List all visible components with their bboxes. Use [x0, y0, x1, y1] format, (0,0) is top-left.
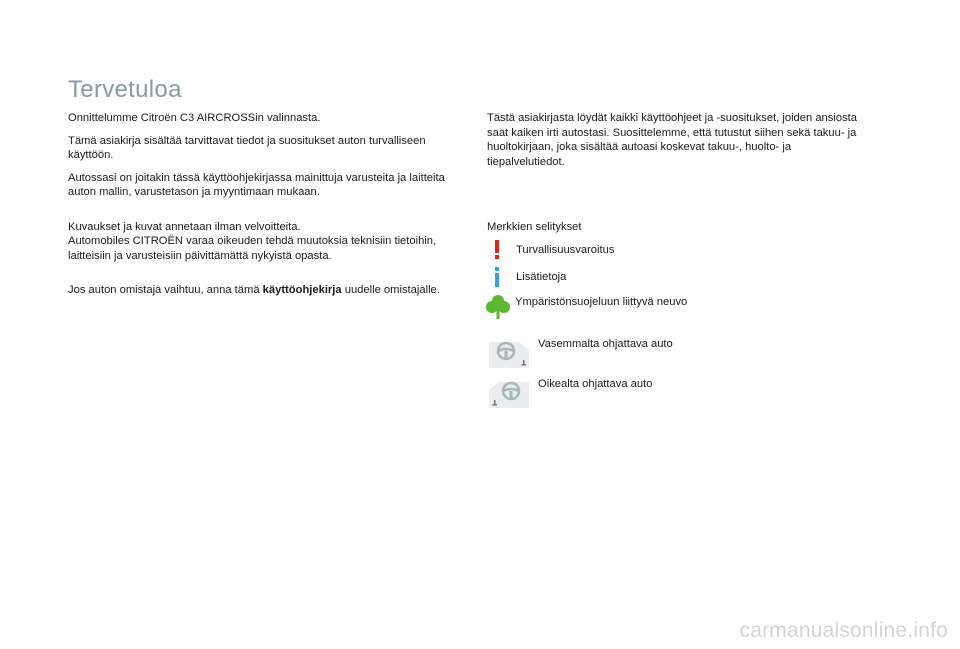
legend-item-warning	[487, 240, 614, 262]
legend-label-lhd: Vasemmalta ohjattava auto	[538, 338, 673, 350]
congrats-paragraph: Onnittelumme Citroën C3 AIRCROSSin valinnasta.	[68, 112, 321, 124]
tree-eco-icon	[486, 294, 510, 318]
legend-item-rhd	[489, 376, 652, 406]
manual-name-bold: käyttöohjekirja	[262, 284, 342, 296]
manual-usage-paragraph: Tästä asiakirjasta löydät kaikki käyttöohjeet ja -suositukset, joiden ansiosta saat kaiken irti autostasi. Suosittelemme, että tutustut siihen sekä takuu- ja huoltokirjaan, joka sisältää autoasi koskevat takuu-, huolto- ja tiepalvelutiedot.	[487, 112, 857, 168]
watermark: carmanualsonline.info	[739, 619, 948, 642]
legend-label-warning: Turvallisuusvaroitus	[516, 244, 615, 256]
warning-exclamation-icon	[487, 240, 507, 262]
manufacturer-rights-paragraph: Automobiles CITROËN varaa oikeuden tehdä muutoksia teknisiin tietoihin, laitteisiin ja varusteisiin päivittämättä nykyistä opasta.	[68, 235, 437, 262]
legend-item-info	[487, 267, 566, 289]
rhd-steering-wheel-icon	[489, 376, 529, 406]
page-title: Tervetuloa	[68, 76, 182, 103]
intro-right-column	[487, 111, 867, 169]
info-icon	[487, 267, 507, 289]
legend-title: Merkkien selitykset	[487, 221, 582, 233]
legend-label-eco: Ympäristönsuojeluun liittyvä neuvo	[515, 296, 688, 308]
owner-change-text-end: uudelle omistajalle.	[341, 284, 440, 296]
owner-change-paragraph	[68, 283, 448, 298]
legend-item-eco	[486, 294, 687, 318]
equipment-note-paragraph: Autossasi on joitakin tässä käyttöohjekirjassa mainittuja varusteita ja laitteita auton mallin, varustetason ja myyntimaan mukaan.	[68, 171, 445, 198]
document-purpose-paragraph: Tämä asiakirja sisältää tarvittavat tiedot ja suositukset auton turvalliseen käyttöön.	[68, 134, 426, 161]
legend-label-info: Lisätietoja	[516, 271, 567, 283]
legend-label-rhd: Oikealta ohjattava auto	[538, 378, 653, 390]
intro-left-column	[68, 111, 448, 298]
lhd-steering-wheel-icon	[489, 336, 529, 366]
legend-item-lhd	[489, 336, 673, 366]
owner-change-text: Jos auton omistaja vaihtuu, anna tämä	[68, 284, 263, 296]
disclaimer-line: Kuvaukset ja kuvat annetaan ilman velvoitteita.	[68, 220, 301, 233]
